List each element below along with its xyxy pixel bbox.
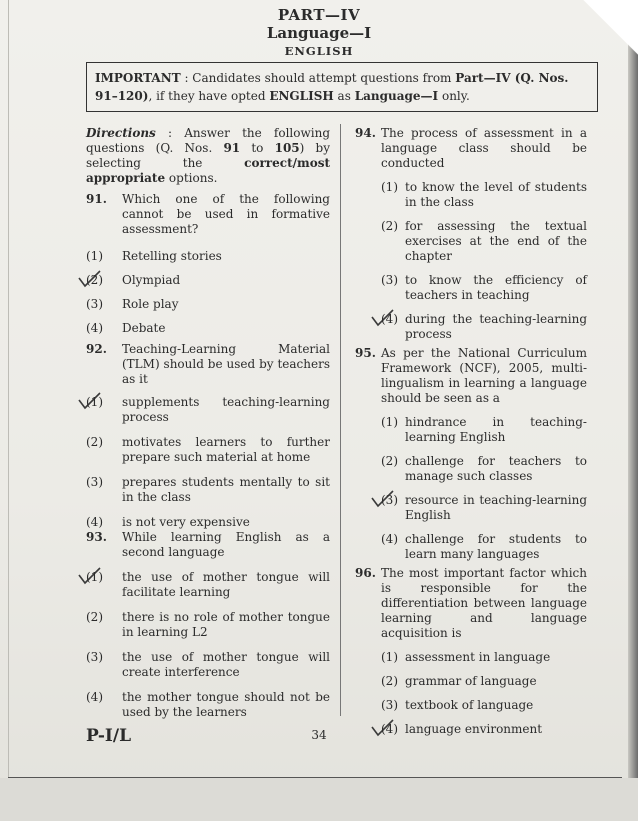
option[interactable]: (4) Debate xyxy=(86,321,166,335)
option[interactable]: (2) there is no role of mother tongue in learning L2 xyxy=(86,610,330,639)
option-selected[interactable]: (3) resource in teaching-learning English xyxy=(355,493,587,523)
booklet-code: P-I/L xyxy=(86,726,132,746)
option[interactable]: (3) Role play xyxy=(86,297,179,311)
question-stem: Teaching-Learning Material (TLM) should be used by teachers as it xyxy=(122,342,330,386)
subject-heading: ENGLISH xyxy=(284,44,354,58)
question-number: 96. xyxy=(355,566,376,580)
option[interactable]: (3) prepares students mentally to sit in the class xyxy=(86,475,330,504)
question-93 xyxy=(86,530,330,720)
question-stem: The most important factor which is responsible for the differentiation between language learning and language acquisition is xyxy=(381,566,587,640)
question-94 xyxy=(355,126,587,342)
option[interactable]: (2) motivates learners to further prepare such material at home xyxy=(86,435,330,464)
option[interactable]: (4) challenge for students to learn many languages xyxy=(381,532,587,561)
option[interactable]: (1) Retelling stories xyxy=(86,249,222,263)
option[interactable]: (3) textbook of language xyxy=(381,698,534,712)
option[interactable]: (3) the use of mother tongue will create interference xyxy=(86,650,330,679)
option-selected[interactable]: (4) during the teaching-learning process xyxy=(355,312,587,342)
question-95 xyxy=(355,346,587,562)
option[interactable]: (2) for assessing the textual exercises at the end of the chapter xyxy=(381,219,587,263)
important-label: IMPORTANT xyxy=(95,71,181,85)
question-stem: Which one of the following cannot be used in formative assessment? xyxy=(122,192,330,236)
question-92 xyxy=(86,342,330,530)
option-selected[interactable]: (1) supplements teaching-learning process xyxy=(86,395,330,425)
language-heading: Language—I xyxy=(266,24,372,42)
question-stem: As per the National Curriculum Framework (NCF), 2005, multi-lingualism in learning a language should be seen as a xyxy=(381,346,587,405)
option-selected[interactable]: (4) language environment xyxy=(355,722,587,737)
question-number: 94. xyxy=(355,126,376,140)
option[interactable]: (2) grammar of language xyxy=(381,674,537,688)
option[interactable]: (2) challenge for teachers to manage such classes xyxy=(381,454,587,483)
directions: Directions : Answer the following questions (Q. Nos. 91 to 105) by selecting the correct/most appropriate options. xyxy=(86,126,330,185)
option[interactable]: (4) is not very expensive xyxy=(86,515,250,529)
option[interactable]: (1) to know the level of students in the class xyxy=(381,180,587,209)
column-divider xyxy=(340,124,341,716)
page-number: 34 xyxy=(311,728,327,742)
option-selected[interactable]: (1) the use of mother tongue will facilitate learning xyxy=(86,570,330,600)
option-selected[interactable]: (2) Olympiad xyxy=(86,273,330,288)
question-number: 95. xyxy=(355,346,376,360)
question-stem: While learning English as a second language xyxy=(122,530,330,559)
question-91 xyxy=(86,192,330,336)
part-heading: PART—IV xyxy=(277,6,361,24)
question-number: 91. xyxy=(86,192,107,206)
directions-label: Directions xyxy=(86,126,156,140)
option[interactable]: (3) to know the efficiency of teachers in teaching xyxy=(381,273,587,302)
important-notice: IMPORTANT : Candidates should attempt questions from Part—IV (Q. Nos. 91–120), if they have opted ENGLISH as Language—I only. xyxy=(86,62,598,112)
question-number: 93. xyxy=(86,530,107,544)
option[interactable]: (1) hindrance in teaching-learning English xyxy=(381,415,587,444)
question-96 xyxy=(355,566,587,737)
question-stem: The process of assessment in a language class should be conducted xyxy=(381,126,587,170)
question-number: 92. xyxy=(86,342,107,356)
option[interactable]: (4) the mother tongue should not be used by the learners xyxy=(86,690,330,719)
option[interactable]: (1) assessment in language xyxy=(381,650,551,664)
